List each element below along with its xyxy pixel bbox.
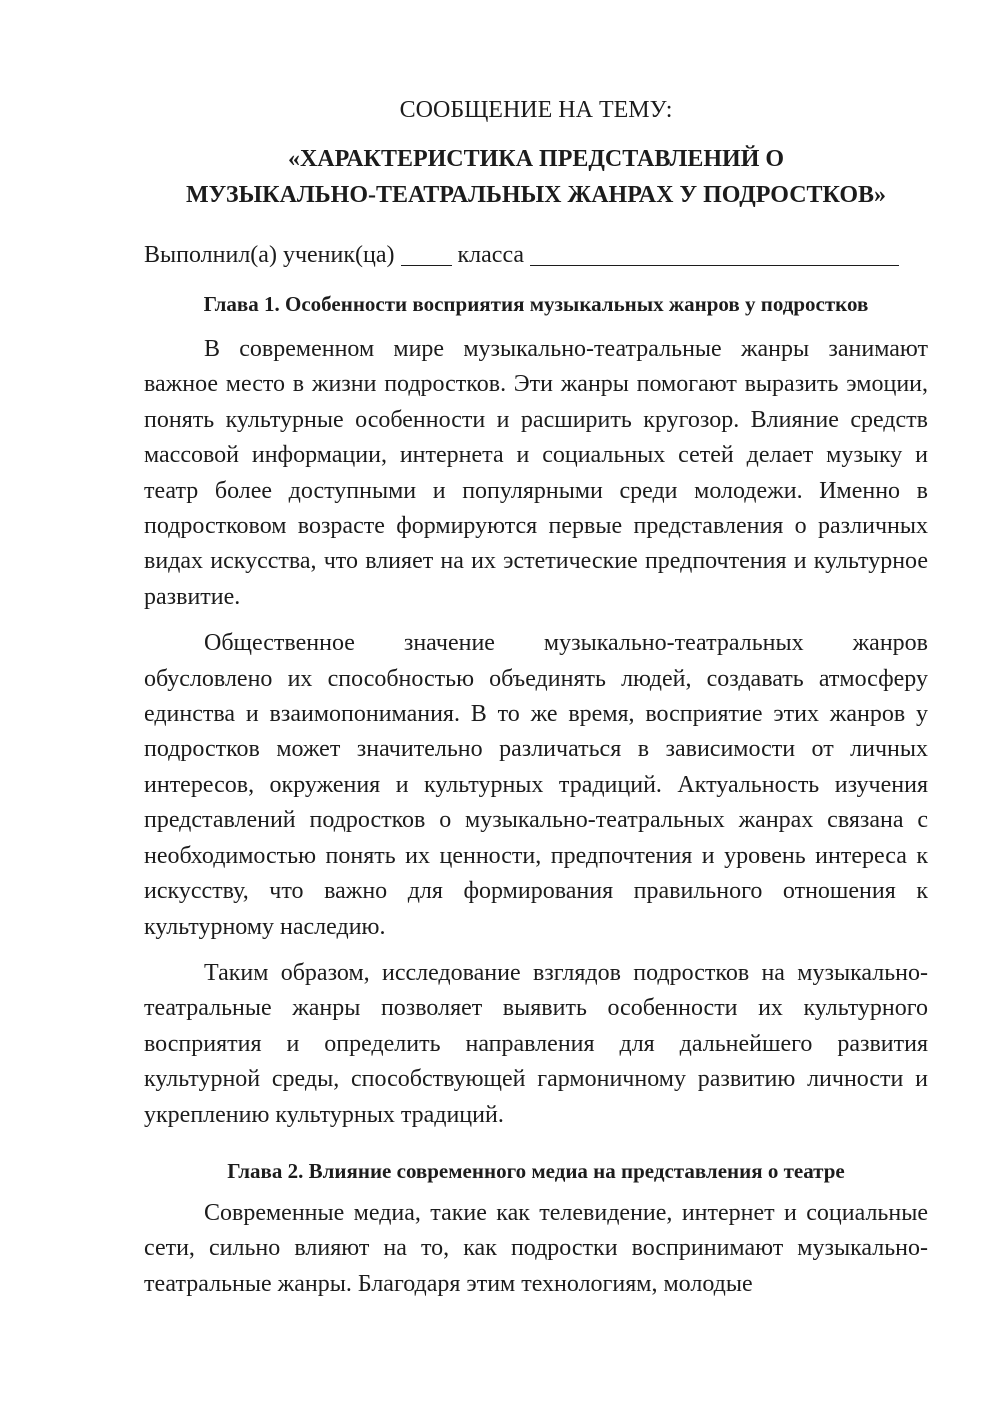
chapter-1-title: Глава 1. Особенности восприятия музыкальных жанров у подростков — [203, 292, 869, 316]
report-title-line: «ХАРАКТЕРИСТИКА ПРЕДСТАВЛЕНИЙ О — [287, 146, 785, 172]
chapter-1-paragraph: Общественное значение музыкально-театральных жанров обусловлено их способностью объединять людей, создавать атмосферу единства и взаимопонимания. В то же время, восприятие этих жанров у подростков может значительно различаться в зависимости от личных интересов, окружения и культурных традиций. Актуальность изучения представлений подростков о музыкально-театральных жанрах связана с необходимостью понять их ценности, предпочтения и уровень интереса к искусству, что важно для формирования правильного отношения к культурному наследию. — [144, 630, 928, 940]
student-info-line — [144, 237, 928, 273]
report-heading: СООБЩЕНИЕ НА ТЕМУ: — [399, 97, 673, 123]
student-label: Выполнил(а) ученик(ца) — [144, 242, 395, 268]
report-title — [144, 141, 928, 213]
chapter-2-paragraph: Современные медиа, такие как телевидение, интернет и социальные сети, сильно влияют на то, как подростки воспринимают музыкально-театральные жанры. Благодаря этим технологиям, молодые — [144, 1199, 928, 1297]
class-name-blank — [530, 241, 899, 266]
document-content — [144, 92, 928, 1302]
chapter-1-paragraph: Таким образом, исследование взглядов подростков на музыкально-театральные жанры позволяет выявить особенности их культурного восприятия и определить направления для дальнейшего развития культурной среды, способствующей гармоничному развитию личности и укреплению культурных традиций. — [144, 959, 928, 1128]
class-label: класса — [457, 242, 525, 268]
chapter-2-title: Глава 2. Влияние современного медиа на представления о театре — [227, 1158, 845, 1183]
class-number-blank — [401, 241, 452, 266]
report-title-line: МУЗЫКАЛЬНО-ТЕАТРАЛЬНЫХ ЖАНРАХ У ПОДРОСТКОВ» — [185, 182, 887, 208]
chapter-1-paragraph: В современном мире музыкально-театральные жанры занимают важное место в жизни подростков. Эти жанры помогают выразить эмоции, понять культурные особенности и расширить кругозор. Влияние средств массовой информации, интернета и социальных сетей делает музыку и театр более доступными и популярными среди молодежи. Именно в подростковом возрасте формируются первые представления о различных видах искусства, что влияет на их эстетические предпочтения и культурное развитие. — [144, 336, 928, 610]
